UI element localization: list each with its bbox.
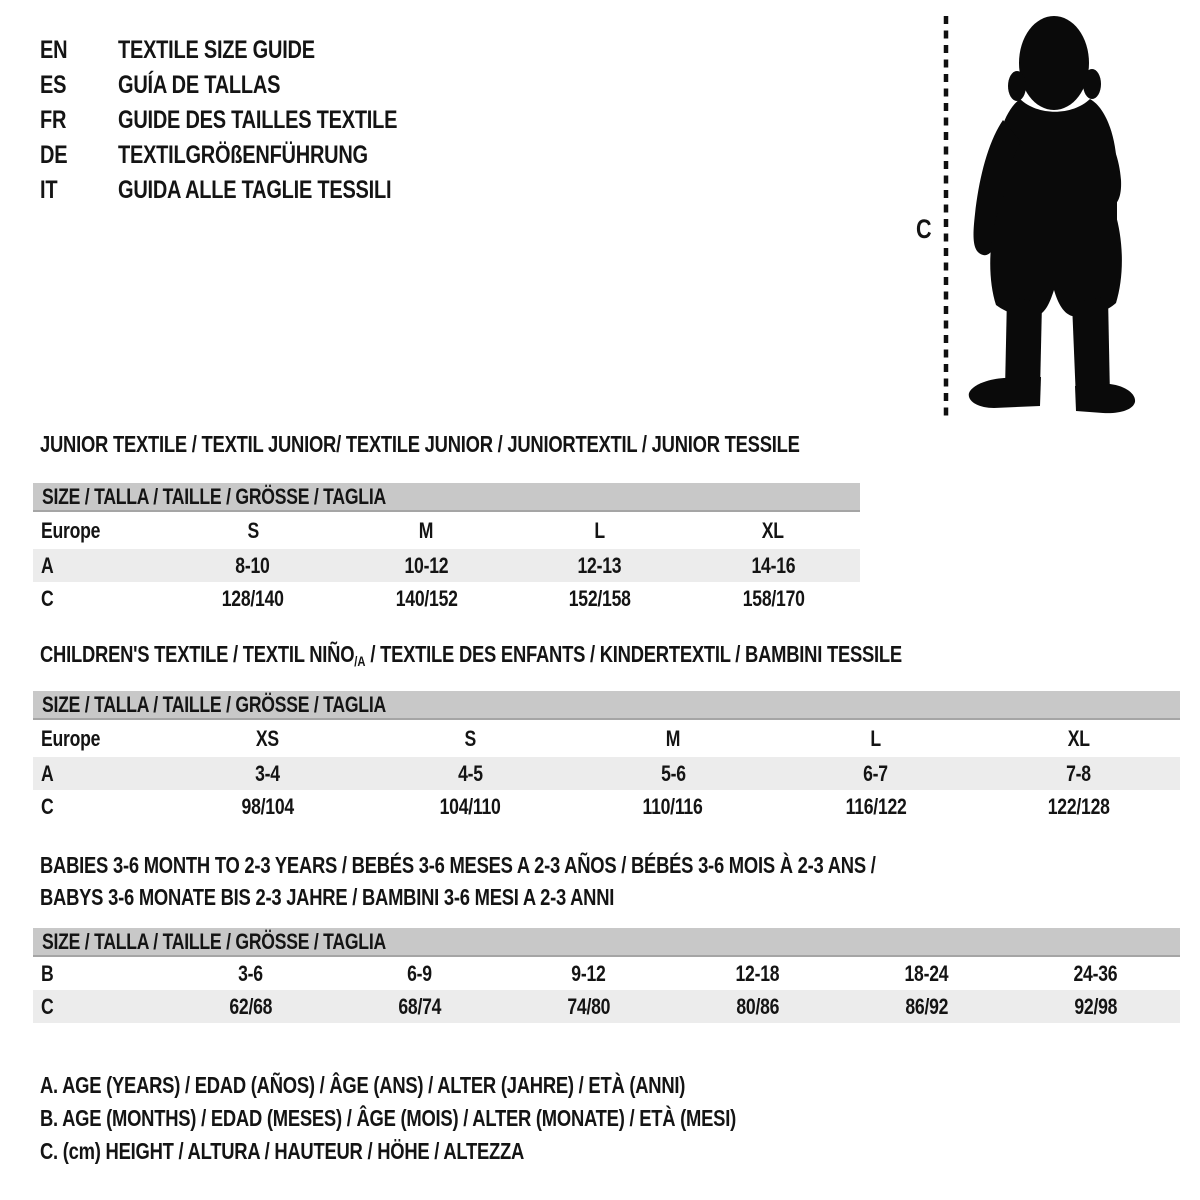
table-cell: 8-10 [235, 552, 270, 578]
size-header-bar: SIZE / TALLA / TAILLE / GRÖSSE / TAGLIA [33, 928, 1180, 957]
row-label-cell: A [41, 552, 54, 578]
table-row [33, 957, 1180, 990]
language-row [40, 138, 467, 173]
column-header-cell: S [247, 517, 259, 543]
size-figure [895, 0, 1200, 432]
column-header-cell: M [419, 517, 434, 543]
region-label-cell: Europe [41, 517, 101, 543]
row-label-cell: B [41, 960, 54, 986]
table-cell: 74/80 [567, 993, 610, 1019]
language-title: TEXTILGRÖßENFÜHRUNG [118, 141, 368, 169]
language-title: GUIDA ALLE TAGLIE TESSILI [118, 176, 392, 204]
row-label-cell: C [41, 793, 54, 819]
table-cell: 110/116 [642, 793, 703, 819]
column-header-cell: S [464, 725, 476, 751]
table-cell: 158/170 [742, 585, 805, 611]
table-cell: 68/74 [398, 993, 441, 1019]
legend-line-a: A. AGE (YEARS) / EDAD (AÑOS) / ÂGE (ANS) / ALTER (JAHRE) / ETÀ (ANNI) [40, 1072, 686, 1098]
table-row [33, 512, 860, 549]
table-row [33, 582, 860, 615]
language-title: GUIDE DES TAILLES TEXTILE [118, 106, 398, 134]
toddler-silhouette [969, 16, 1135, 413]
table-cell: 10-12 [404, 552, 449, 578]
subscript-text: /A [354, 653, 366, 669]
table-row [33, 549, 860, 582]
table-cell: 98/104 [241, 793, 294, 819]
babies-size-table [33, 928, 1180, 1023]
language-code: FR [40, 106, 67, 134]
column-header-cell: L [594, 517, 605, 543]
table-cell: 116/122 [845, 793, 907, 819]
language-code: ES [40, 71, 67, 99]
table-cell: 6-7 [863, 760, 889, 786]
table-cell: 7-8 [1066, 760, 1091, 786]
column-header-cell: XS [255, 725, 279, 751]
table-cell: 3-4 [255, 760, 280, 786]
toddler-silhouette-graphic [895, 0, 1200, 432]
table-cell: 128/140 [221, 585, 284, 611]
language-title: GUÍA DE TALLAS [118, 71, 281, 99]
height-measure-label: C [916, 214, 932, 244]
column-header-cell: XL [762, 517, 785, 543]
language-row [40, 68, 467, 103]
table-cell: 92/98 [1074, 993, 1117, 1019]
children-size-table [33, 691, 1180, 823]
table-cell: 3-6 [238, 960, 263, 986]
region-label-cell: Europe [41, 725, 101, 751]
column-header-cell: M [665, 725, 681, 751]
legend-line-b: B. AGE (MONTHS) / EDAD (MESES) / ÂGE (MOIS) / ALTER (MONATE) / ETÀ (MESI) [40, 1105, 736, 1131]
children-section-title: CHILDREN'S TEXTILE / TEXTIL NIÑO/A / TEXTILE DES ENFANTS / KINDERTEXTIL / BAMBINI TESSILE [40, 641, 902, 669]
table-cell: 9-12 [571, 960, 606, 986]
table-cell: 122/128 [1047, 793, 1110, 819]
language-title: TEXTILE SIZE GUIDE [118, 36, 315, 64]
junior-size-table [33, 483, 860, 615]
table-cell: 12-18 [735, 960, 780, 986]
junior-section-title: JUNIOR TEXTILE / TEXTIL JUNIOR/ TEXTILE JUNIOR / JUNIORTEXTIL / JUNIOR TESSILE [40, 431, 800, 457]
table-cell: 104/110 [439, 793, 501, 819]
table-cell: 80/86 [736, 993, 779, 1019]
table-cell: 14-16 [751, 552, 796, 578]
table-cell: 86/92 [905, 993, 948, 1019]
language-code: IT [40, 176, 58, 204]
legend [40, 1069, 910, 1168]
legend-line-c: C. (cm) HEIGHT / ALTURA / HAUTEUR / HÖHE / ALTEZZA [40, 1138, 525, 1164]
size-header-bar: SIZE / TALLA / TAILLE / GRÖSSE / TAGLIA [33, 691, 1180, 720]
language-code: EN [40, 36, 68, 64]
row-label-cell: C [41, 585, 54, 611]
table-row [33, 720, 1180, 757]
row-label-cell: A [41, 760, 54, 786]
language-header [40, 33, 467, 208]
table-row [33, 757, 1180, 790]
babies-section-title: BABIES 3-6 MONTH TO 2-3 YEARS / BEBÉS 3-6 MESES A 2-3 AÑOS / BÉBÉS 3-6 MOIS À 2-3 ANS / BABYS 3-6 MONATE BIS 2-3 JAHRE / BAMBINI 3-6 MESI A 2-3 ANNI [40, 852, 876, 910]
table-cell: 4-5 [457, 760, 483, 786]
table-cell: 24-36 [1073, 960, 1118, 986]
table-cell: 62/68 [229, 993, 272, 1019]
table-row [33, 990, 1180, 1023]
language-code: DE [40, 141, 68, 169]
column-header-cell: XL [1067, 725, 1090, 751]
row-label-cell: C [41, 993, 54, 1019]
language-row [40, 173, 467, 208]
column-header-cell: L [870, 725, 882, 751]
language-row [40, 33, 467, 68]
table-cell: 18-24 [904, 960, 949, 986]
table-cell: 140/152 [395, 585, 458, 611]
table-cell: 152/158 [568, 585, 631, 611]
size-header-bar: SIZE / TALLA / TAILLE / GRÖSSE / TAGLIA [33, 483, 860, 512]
language-row [40, 103, 467, 138]
table-cell: 6-9 [407, 960, 432, 986]
table-cell: 12-13 [577, 552, 622, 578]
table-row [33, 790, 1180, 823]
table-cell: 5-6 [660, 760, 686, 786]
